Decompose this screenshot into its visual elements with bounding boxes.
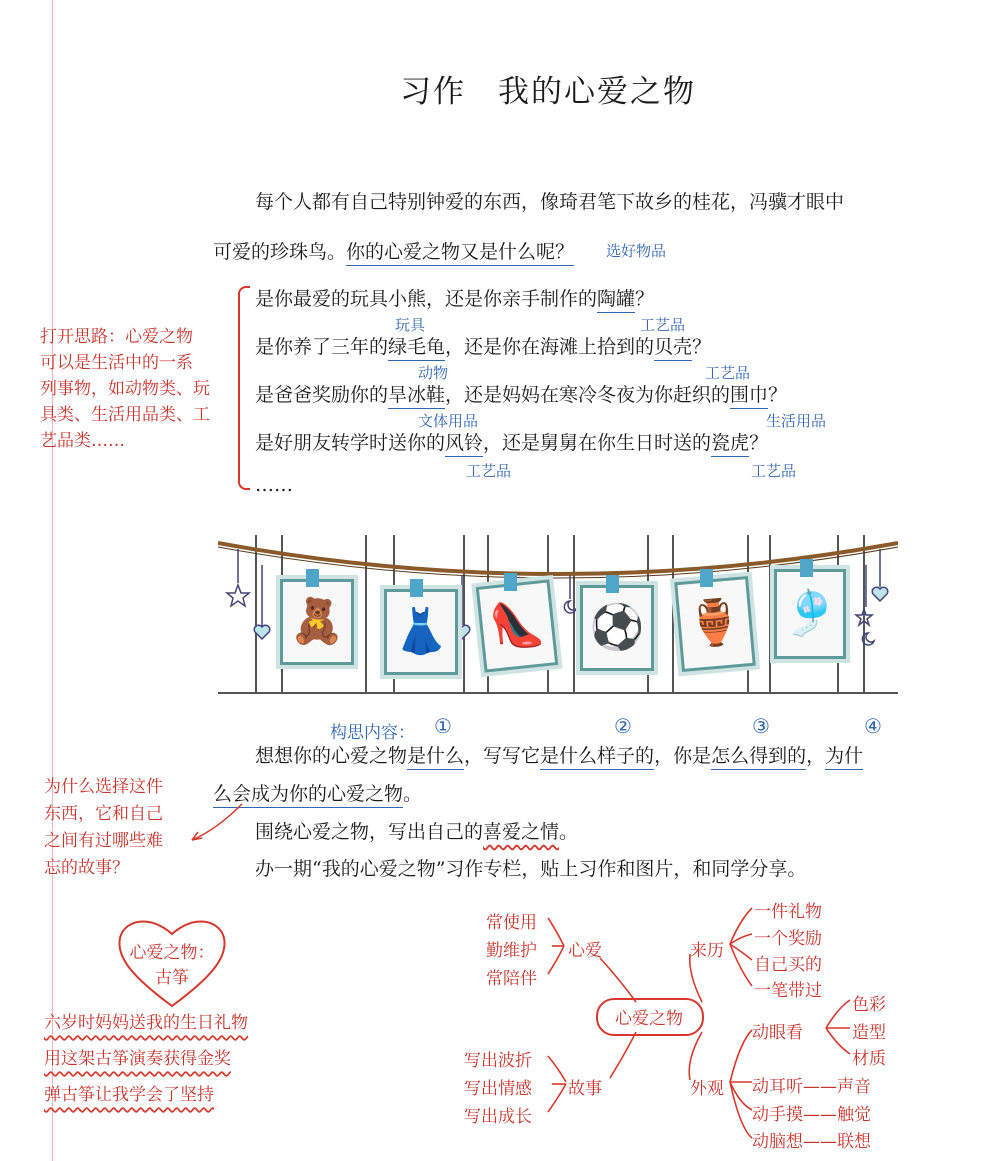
plan-num-4: ④ [864,714,882,738]
heart-label: 心爱之物： 古筝 [129,943,215,988]
plan-line-3: 围绕心爱之物，写出自己的喜爱之情。 [255,821,579,843]
look-eye-label: 动眼看 [752,1023,803,1043]
look-ear-label: 动耳听——声音 [752,1077,871,1097]
arrow-to-plan [186,800,246,850]
red-shoes-icon: 👠 [487,597,547,654]
label-stationery: 文体用品 [418,412,479,430]
frame-soccer-ball [580,585,654,671]
pin-4 [606,575,619,593]
story-item-3: 写出成长 [464,1107,532,1127]
mindmap-center-label: 心爱之物 [615,1009,683,1029]
love-item-2: 勤维护 [486,941,537,961]
love-branch-label: 心爱 [568,941,602,961]
eye-item-3: 材质 [852,1049,886,1069]
title-sub: 我的心爱之物 [498,74,696,110]
eye-item-1: 色彩 [852,995,886,1015]
teddy-bear-icon: 🧸 [289,596,345,647]
label-daily-goods: 生活用品 [766,412,827,430]
pin-3 [504,573,517,591]
question-ellipsis: …… [255,474,293,496]
dress-icon: 👗 [393,606,449,657]
frame-teddy-bear [280,579,354,665]
pin-5 [700,569,713,587]
story-item-2: 写出情感 [464,1079,532,1099]
pin-1 [306,569,319,587]
origin-item-4: 一笔带过 [754,981,822,1001]
plan-num-2: ② [614,714,632,738]
plan-label: 构思内容： [330,723,415,743]
label-craft-2: 工艺品 [705,364,751,382]
intro-line-1: 每个人都有自己特别钟爱的东西，像琦君笔下故乡的桂花，冯骥才眼中 [255,191,845,213]
story-line-3: 弹古筝让我学会了坚持 [44,1085,214,1105]
anno-select-item: 选好物品 [606,242,667,260]
love-item-3: 常陪伴 [486,969,537,989]
story-branch-label: 故事 [568,1079,602,1099]
plan-num-3: ③ [752,714,770,738]
eye-item-2: 造型 [852,1023,886,1043]
pin-6 [800,559,813,577]
love-item-1: 常使用 [486,913,537,933]
frame-flower-vase [674,576,756,672]
story-line-2: 用这架古筝演奏获得金奖 [44,1049,231,1069]
soccer-ball-icon: ⚽ [589,602,645,653]
label-animal: 动物 [418,364,449,382]
look-hand-label: 动手摸——触觉 [752,1105,871,1125]
question-4: 是好朋友转学时送你的风铃，还是舅舅在你生日时送的瓷虎？ [255,428,768,455]
side-note-ideas: 打开思路：心爱之物 可以是生活中的一系 列事物，如动物类、玩 具类、生活用品类、工 艺品类…… [40,327,210,451]
question-3: 是爸爸奖励你的旱冰鞋，还是妈妈在寒冷冬夜为你赶织的围巾？ [255,380,787,407]
question-1: 是你最爱的玩具小熊，还是你亲手制作的陶罐？ [255,284,654,311]
label-craft-4: 工艺品 [751,462,797,480]
intro-line-2: 可爱的珍珠鸟。你的心爱之物又是什么呢？ [213,237,574,264]
origin-branch-label: 来历 [690,941,724,961]
label-craft-1: 工艺品 [640,316,686,334]
plan-line-4: 办一期“我的心爱之物”习作专栏，贴上习作和图片，和同学分享。 [255,858,807,880]
plan-line-1: 想想你的心爱之物是什么，写写它是什么样子的，你是怎么得到的，为什 [255,741,863,768]
label-toy: 玩具 [395,316,426,334]
story-item-1: 写出波折 [464,1051,532,1071]
look-brain-label: 动脑想——联想 [752,1132,871,1152]
flower-vase-icon: 🏺 [685,595,745,652]
wind-chime-icon: 🎐 [782,588,838,639]
side-note-story: 为什么选择这件 东西，它和自己 之间有过哪些难 忘的故事？ [44,777,163,878]
plan-line-2: 么会成为你的心爱之物。 [213,779,422,806]
pin-2 [410,579,423,597]
title-main: 习作 [400,74,466,110]
story-line-1: 六岁时妈妈送我的生日礼物 [44,1013,248,1033]
question-2: 是你养了三年的绿毛龟，还是你在海滩上拾到的贝壳？ [255,332,711,359]
look-branch-label: 外观 [690,1079,724,1099]
margin-rule [52,0,53,1161]
gallery-illustration [218,535,898,695]
label-craft-3: 工艺品 [466,462,512,480]
frame-wind-chime [774,569,846,659]
frame-red-shoes [476,579,559,672]
frame-dress [384,589,458,675]
origin-item-1: 一件礼物 [754,902,822,922]
origin-item-2: 一个奖励 [754,929,822,949]
plan-num-1: ① [434,714,452,738]
page-title [400,66,696,111]
intro-question: 你的心爱之物又是什么呢？ [346,241,574,266]
origin-item-3: 自己买的 [754,955,822,975]
